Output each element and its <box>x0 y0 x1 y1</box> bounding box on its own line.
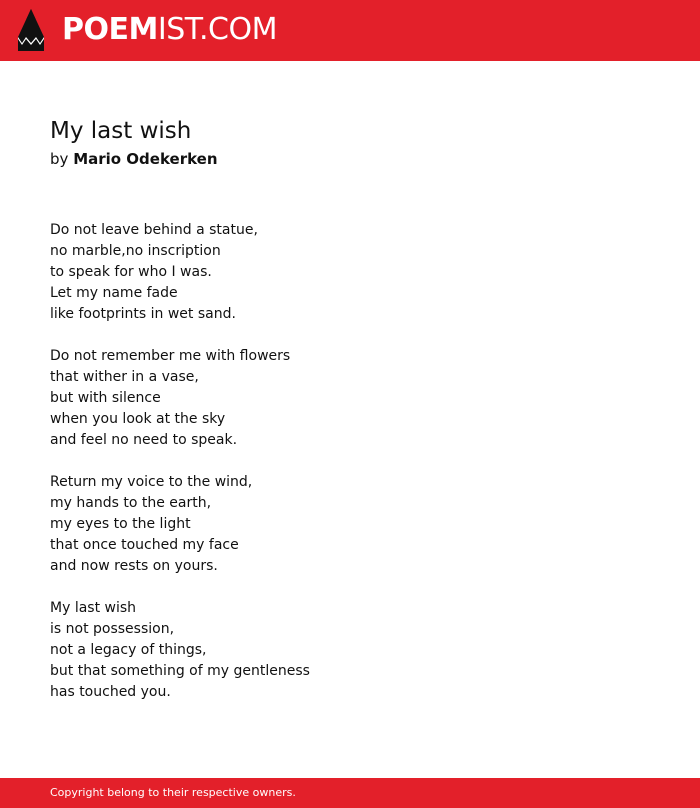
poem-line: when you look at the sky <box>50 411 226 427</box>
poem-line: but that something of my gentleness <box>50 663 310 679</box>
logo-light-text: IST.COM <box>157 12 277 47</box>
poem-line: no marble,no inscription <box>50 243 221 259</box>
poem-author: Mario Odekerken <box>73 150 218 168</box>
poem-line: and feel no need to speak. <box>50 432 238 448</box>
poem-content <box>50 114 650 703</box>
poem-byline <box>50 148 650 170</box>
site-header <box>0 0 700 61</box>
poem-line: Let my name fade <box>50 285 178 301</box>
by-label: by <box>50 150 69 168</box>
logo-bold-text: POEM <box>62 12 158 47</box>
poem-stanza <box>50 220 650 325</box>
poem-line: not a legacy of things, <box>50 642 207 658</box>
poem-line: my eyes to the light <box>50 516 191 532</box>
poem-line: Do not remember me with flowers <box>50 348 291 364</box>
poem-stanza <box>50 346 650 451</box>
site-logo[interactable] <box>62 12 277 48</box>
poem-line: Do not leave behind a statue, <box>50 222 258 238</box>
site-footer <box>0 778 700 808</box>
poem-line: that once touched my face <box>50 537 239 553</box>
poem-line: and now rests on yours. <box>50 558 218 574</box>
poem-body <box>50 220 650 703</box>
poem-stanza <box>50 472 650 577</box>
poem-line: that wither in a vase, <box>50 369 199 385</box>
poem-line: like footprints in wet sand. <box>50 306 236 322</box>
poem-line: but with silence <box>50 390 161 406</box>
copyright-notice: Copyright belong to their respective owners. <box>50 786 296 799</box>
poem-title: My last wish <box>50 118 192 144</box>
poem-line: my hands to the earth, <box>50 495 212 511</box>
poem-line: My last wish <box>50 600 137 616</box>
poem-line: is not possession, <box>50 621 175 637</box>
pencil-tip-icon <box>18 9 44 51</box>
poem-line: Return my voice to the wind, <box>50 474 253 490</box>
poem-stanza <box>50 598 650 703</box>
poem-line: to speak for who I was. <box>50 264 212 280</box>
poem-line: has touched you. <box>50 684 171 700</box>
